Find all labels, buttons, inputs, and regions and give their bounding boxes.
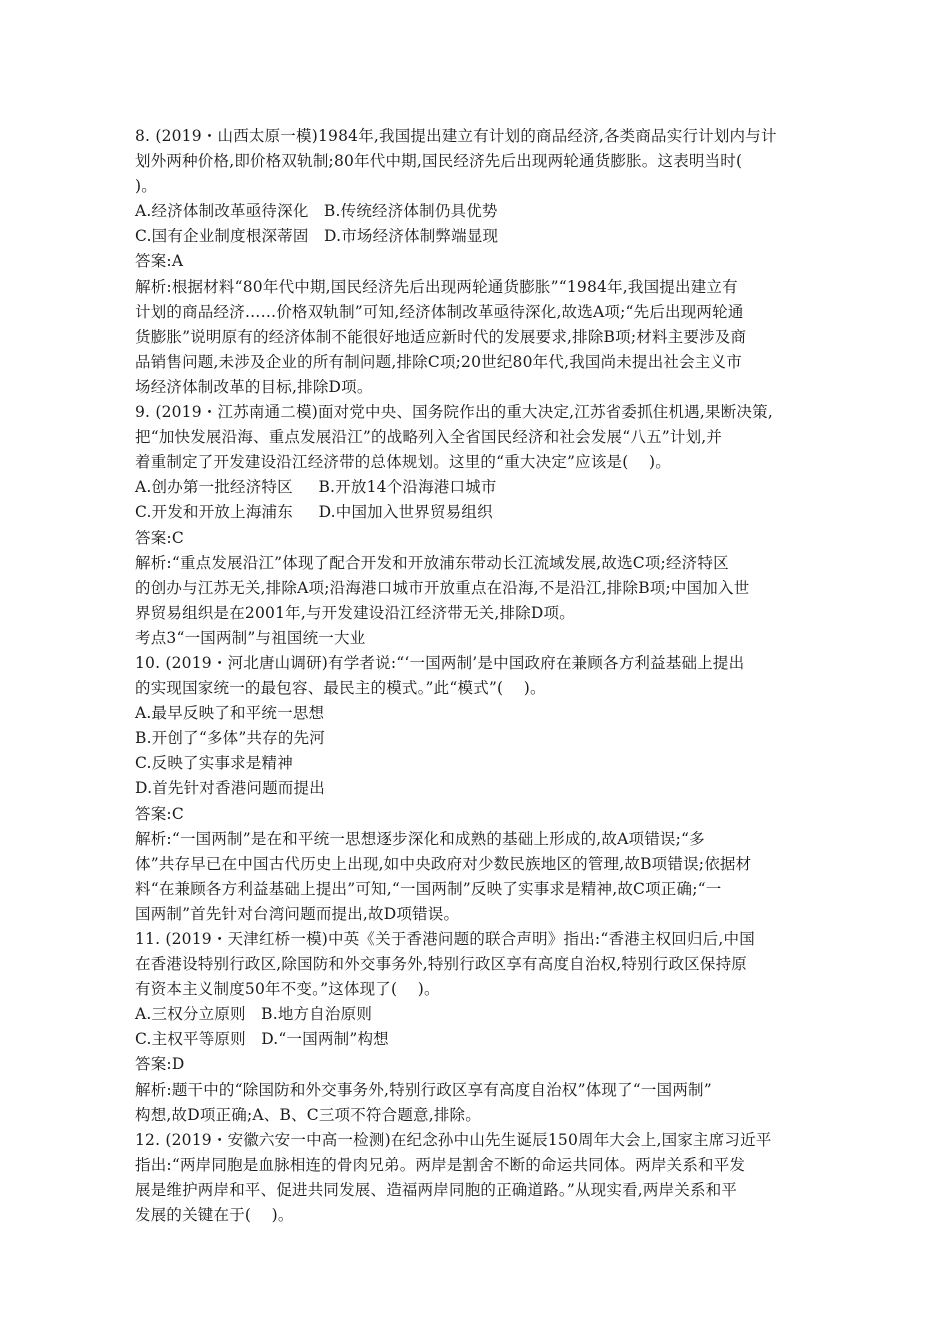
- q8-analysis-line-4: 品销售问题,未涉及企业的所有制问题,排除C项;20世纪80年代,我国尚未提出社会主义市: [135, 352, 742, 371]
- q12-stem-line-2: 指出:“两岸同胞是血脉相连的骨肉兄弟。两岸是割舍不断的命运共同体。两岸关系和平发: [135, 1155, 746, 1174]
- q10-answer: 答案:C: [135, 804, 184, 823]
- q9-analysis-line-1: 解析:“重点发展沿江”体现了配合开发和开放浦东带动长江流域发展,故选C项;经济特区: [135, 553, 729, 572]
- q8-stem-line-3: )。: [135, 177, 157, 196]
- q9-options-cd: C.开发和开放上海浦东 D.中国加入世界贸易组织: [135, 503, 493, 522]
- q11-stem-line-1: 11. (2019・天津红桥一模)中英《关于香港问题的联合声明》指出:“香港主权回归后,中国: [135, 930, 755, 948]
- q10-option-a: A.最早反映了和平统一思想: [135, 704, 325, 723]
- q11-answer: 答案:D: [135, 1055, 185, 1074]
- q10-analysis-line-2: 体”共存早已在中国古代历史上出现,如中央政府对少数民族地区的管理,故B项错误;依据材: [135, 854, 752, 873]
- q8-stem-line-2: 划外两种价格,即价格双轨制;80年代中期,国民经济先后出现两轮通货膨胀。这表明当时(: [135, 152, 743, 171]
- q9-analysis-line-3: 界贸易组织是在2001年,与开发建设沿江经济带无关,排除D项。: [135, 603, 575, 622]
- q10-analysis-line-3: 料“在兼顾各方利益基础上提出”可知,“一国两制”反映了实事求是精神,故C项正确;“一: [135, 879, 722, 898]
- q12-stem-line-1: 12. (2019・安徽六安一中高一检测)在纪念孙中山先生诞辰150周年大会上,国家主席习近平: [135, 1130, 772, 1149]
- q9-stem-line-1: 9. (2019・江苏南通二模)面对党中央、国务院作出的重大决定,江苏省委抓住机遇,果断决策,: [135, 403, 773, 422]
- q8-analysis-line-5: 场经济体制改革的目标,排除D项。: [135, 377, 373, 396]
- q9-stem-line-2: 把“加快发展沿海、重点发展沿江”的战略列入全省国民经济和社会发展“八五”计划,并: [135, 428, 723, 447]
- q8-options-ab: A.经济体制改革亟待深化 B.传统经济体制仍具优势: [135, 202, 498, 221]
- q11-analysis-line-2: 构想,故D项正确;A、B、C三项不符合题意,排除。: [135, 1105, 481, 1124]
- q10-stem-line-1: 10. (2019・河北唐山调研)有学者说:“‘一国两制’是中国政府在兼顾各方利益基础上提出: [135, 653, 745, 672]
- q9-options-ab: A.创办第一批经济特区 B.开放14个沿海港口城市: [135, 478, 497, 497]
- document-page: [135, 124, 815, 1228]
- q11-stem-line-3: 有资本主义制度50年不变。”这体现了( )。: [135, 980, 440, 999]
- q9-analysis-line-2: 的创办与江苏无关,排除A项;沿海港口城市开放重点在沿海,不是沿江,排除B项;中国加入世: [135, 578, 750, 597]
- q11-analysis-line-1: 解析:题干中的“除国防和外交事务外,特别行政区享有高度自治权”体现了“一国两制”: [135, 1080, 712, 1099]
- q8-analysis-line-1: 解析:根据材料“80年代中期,国民经济先后出现两轮通货膨胀”“1984年,我国提出建立有: [135, 277, 738, 296]
- q11-stem-line-2: 在香港设特别行政区,除国防和外交事务外,特别行政区享有高度自治权,特别行政区保持原: [135, 955, 747, 974]
- q9-answer: 答案:C: [135, 528, 184, 547]
- q8-analysis-line-3: 货膨胀”说明原有的经济体制不能很好地适应新时代的发展要求,排除B项;材料主要涉及商: [135, 327, 747, 346]
- q10-stem-line-2: 的实现国家统一的最包容、最民主的模式。”此“模式”( )。: [135, 679, 546, 698]
- q12-stem-line-3: 展是维护两岸和平、促进共同发展、造福两岸同胞的正确道路。”从现实看,两岸关系和平: [135, 1180, 738, 1199]
- q11-options-cd: C.主权平等原则 D.“一国两制”构想: [135, 1030, 389, 1049]
- q8-analysis-line-2: 计划的商品经济……价格双轨制”可知,经济体制改革亟待深化,故选A项;“先后出现两轮通: [135, 302, 744, 321]
- q8-answer: 答案:A: [135, 252, 184, 271]
- q12-stem-line-4: 发展的关键在于( )。: [135, 1206, 294, 1225]
- q10-analysis-line-4: 国两制”首先针对台湾问题而提出,故D项错误。: [135, 904, 460, 923]
- q8-stem-line-1: 8. (2019・山西太原一模)1984年,我国提出建立有计划的商品经济,各类商品实行计划内与计: [135, 127, 777, 145]
- q11-options-ab: A.三权分立原则 B.地方自治原则: [135, 1005, 373, 1024]
- q10-option-b: B.开创了“多体”共存的先河: [135, 729, 325, 748]
- q10-option-c: C.反映了实事求是精神: [135, 754, 293, 773]
- q8-options-cd: C.国有企业制度根深蒂固 D.市场经济体制弊端显现: [135, 227, 499, 246]
- q10-analysis-line-1: 解析:“一国两制”是在和平统一思想逐步深化和成熟的基础上形成的,故A项错误;“多: [135, 829, 705, 848]
- q10-option-d: D.首先针对香港问题而提出: [135, 779, 325, 798]
- q9-stem-line-3: 着重制定了开发建设沿江经济带的总体规划。这里的“重大决定”应该是( )。: [135, 453, 671, 472]
- section-heading: 考点3“一国两制”与祖国统一大业: [135, 628, 366, 647]
